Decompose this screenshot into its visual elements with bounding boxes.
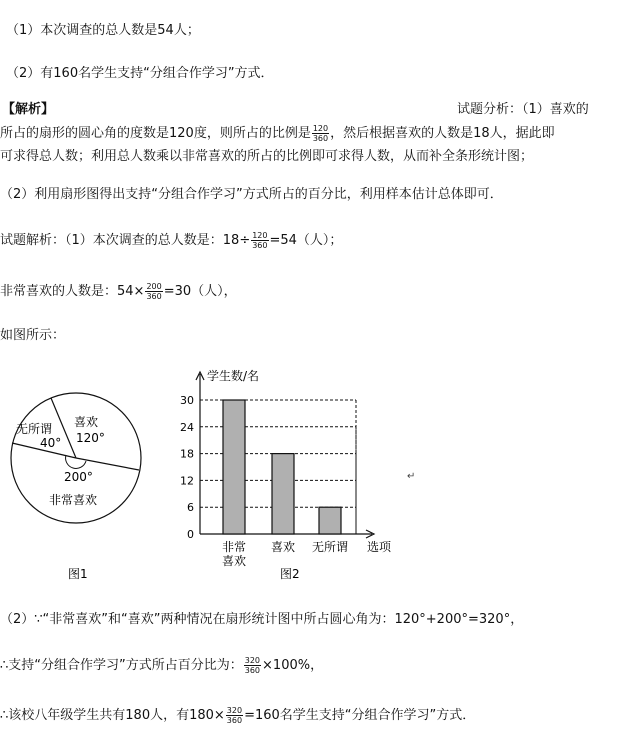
fraction-320-360: $\frac{320}{360}$	[226, 706, 243, 725]
analysis-line1-pre: 所占的扇形的圆心角的度数是120度，则所占的比例是	[0, 126, 311, 141]
fraction-200-360: $\frac{200}{360}$	[146, 282, 162, 301]
pie-divider-3	[76, 458, 139, 470]
bar-y-axis-label: 学生数/名	[207, 369, 260, 383]
bar-y-tick-label: 30	[180, 394, 194, 407]
answer-q2: （2）有160名学生支持“分组合作学习”方式．	[6, 66, 274, 81]
bar-category-label: 喜欢	[221, 554, 247, 568]
bar-y-tick-label: 0	[187, 528, 194, 541]
solution-line2: 非常喜欢的人数是：54× $\frac{200}{360}$ =30（人），	[0, 282, 237, 301]
pie-label-indifferent: 无所谓	[16, 422, 53, 436]
answer-q1: （1）本次调查的总人数是54人；	[6, 23, 200, 38]
fraction-320-360: $\frac{320}{360}$	[244, 656, 261, 675]
analysis-heading: 【解析】	[2, 102, 55, 117]
analysis-line1	[0, 124, 555, 143]
bar-category-label: 喜欢	[270, 540, 296, 554]
pie-angle-very-like: 200°	[64, 470, 93, 484]
solution-line3: 如图所示：	[0, 328, 66, 343]
pie-angle-like: 120°	[76, 431, 105, 445]
pie-label-like: 喜欢	[74, 415, 99, 429]
bar-x-axis-label: 选项	[367, 540, 392, 554]
analysis-line1-post: ，然后根据喜欢的人数是18人，据此即	[330, 126, 555, 141]
return-mark: ↵	[407, 471, 416, 482]
solution-part2-line3: ∴该校八年级学生共有180人，有180× $\frac{320}{360}$ =160名学生支持“分组合作学习”方式．	[0, 706, 476, 725]
pie-chart	[11, 393, 141, 581]
bar-y-tick-label: 6	[187, 501, 194, 515]
analysis-line2: 可求得总人数；利用总人数乘以非常喜欢的所占的比例即可求得人数，从而补全条形统计图；	[0, 149, 534, 164]
bar-2	[319, 507, 341, 534]
bar-category-label: 非常	[221, 540, 247, 554]
bar-0	[223, 400, 245, 534]
figures	[0, 360, 630, 590]
bar-1	[272, 454, 294, 534]
fraction-120-360: $\frac{120}{360}$	[312, 124, 329, 143]
figure-2-caption: 图2	[280, 567, 300, 581]
solution-line1: 试题解析：（1）本次调查的总人数是：18÷ $\frac{120}{360}$ =54（人）；	[0, 231, 343, 250]
solution-part2-line2: ∴支持“分组合作学习”方式所占百分比为： $\frac{320}{360}$ ×100%，	[0, 656, 324, 675]
solution-part2-line1: （2）∵“非常喜欢”和“喜欢”两种情况在扇形统计图中所占圆心角为：120°+200°=320°，	[0, 612, 524, 627]
pie-angle-indifferent: 40°	[40, 436, 62, 450]
bar-chart	[180, 368, 392, 581]
bar-y-tick-label: 12	[180, 474, 194, 488]
fraction-120-360: $\frac{120}{360}$	[252, 231, 268, 250]
bar-category-label: 无所谓	[311, 540, 349, 554]
bar-y-tick-label: 24	[180, 420, 194, 434]
figure-1-caption: 图1	[68, 567, 88, 581]
pie-label-very-like: 非常喜欢	[49, 493, 98, 507]
bar-y-tick-label: 18	[180, 447, 194, 461]
analysis-line3: （2）利用扇形图得出支持“分组合作学习”方式所占的百分比，利用样本估计总体即可．	[0, 187, 503, 202]
analysis-lead: 试题分析：（1）喜欢的	[457, 102, 589, 117]
